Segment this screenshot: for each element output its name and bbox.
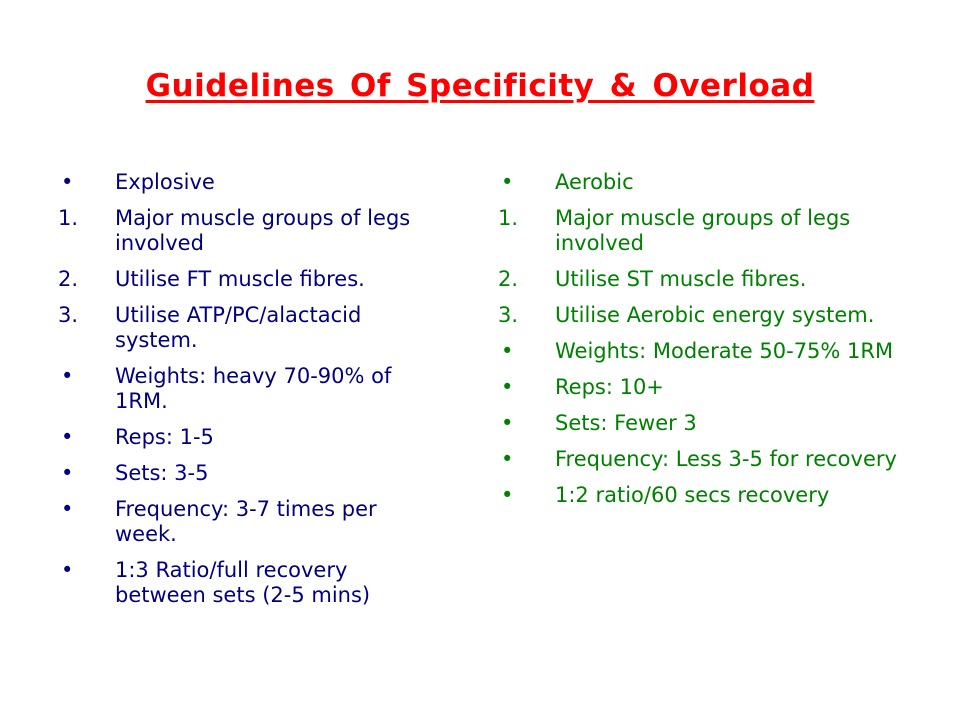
list-marker: • <box>501 375 514 399</box>
list-item-text: Sets: 3-5 <box>115 461 209 485</box>
list-marker: 1. <box>58 206 79 230</box>
list-item-text: 1:2 ratio/60 secs recovery <box>555 483 830 507</box>
list-item <box>58 425 438 450</box>
list-item-text: Major muscle groups of legs involved <box>555 206 851 255</box>
list-item-text: Utilise ATP/PC/alactacid system. <box>115 303 362 352</box>
list-marker: • <box>501 170 514 194</box>
list-item <box>58 206 438 256</box>
list-item <box>498 483 898 508</box>
list-marker: • <box>61 364 74 388</box>
list-marker: 3. <box>58 303 79 327</box>
list-item <box>498 170 898 195</box>
list-item-text: Weights: Moderate 50-75% 1RM <box>555 339 894 363</box>
list-item <box>58 170 438 195</box>
list-item <box>58 558 438 608</box>
list-item-text: Explosive <box>115 170 215 194</box>
list-marker: • <box>501 483 514 507</box>
list-marker: • <box>501 411 514 435</box>
list-item <box>498 267 898 292</box>
list-item <box>498 206 898 256</box>
list-item-text: Utilise FT muscle fibres. <box>115 267 365 291</box>
list-item-text: Major muscle groups of legs involved <box>115 206 411 255</box>
list-item <box>58 364 438 414</box>
list-marker: • <box>61 558 74 582</box>
explosive-column <box>58 170 438 619</box>
list-marker: • <box>501 339 514 363</box>
list-marker: • <box>501 447 514 471</box>
list-item-text: 1:3 Ratio/full recovery between sets (2-5 mins) <box>115 558 371 607</box>
list-item-text: Utilise ST muscle fibres. <box>555 267 807 291</box>
list-item <box>58 497 438 547</box>
list-marker: 1. <box>498 206 519 230</box>
list-item <box>498 303 898 328</box>
list-item-text: Utilise Aerobic energy system. <box>555 303 875 327</box>
list-item-text: Reps: 10+ <box>555 375 664 399</box>
list-marker: 2. <box>498 267 519 291</box>
list-marker: 3. <box>498 303 519 327</box>
list-item-text: Aerobic <box>555 170 634 194</box>
aerobic-column <box>498 170 898 519</box>
list-item-text: Frequency: 3-7 times per week. <box>115 497 377 546</box>
list-item-text: Reps: 1-5 <box>115 425 214 449</box>
list-item-text: Frequency: Less 3-5 for recovery <box>555 447 897 471</box>
list-item-text: Weights: heavy 70-90% of 1RM. <box>115 364 392 413</box>
list-marker: • <box>61 497 74 521</box>
list-item-text: Sets: Fewer 3 <box>555 411 697 435</box>
list-item <box>498 375 898 400</box>
list-item <box>58 303 438 353</box>
list-item <box>58 461 438 486</box>
list-marker: • <box>61 425 74 449</box>
list-item <box>58 267 438 292</box>
list-item <box>498 411 898 436</box>
list-item <box>498 339 898 364</box>
list-marker: • <box>61 461 74 485</box>
list-marker: 2. <box>58 267 79 291</box>
slide-title: Guidelines Of Specificity & Overload <box>145 68 815 104</box>
list-item <box>498 447 898 472</box>
list-marker: • <box>61 170 74 194</box>
